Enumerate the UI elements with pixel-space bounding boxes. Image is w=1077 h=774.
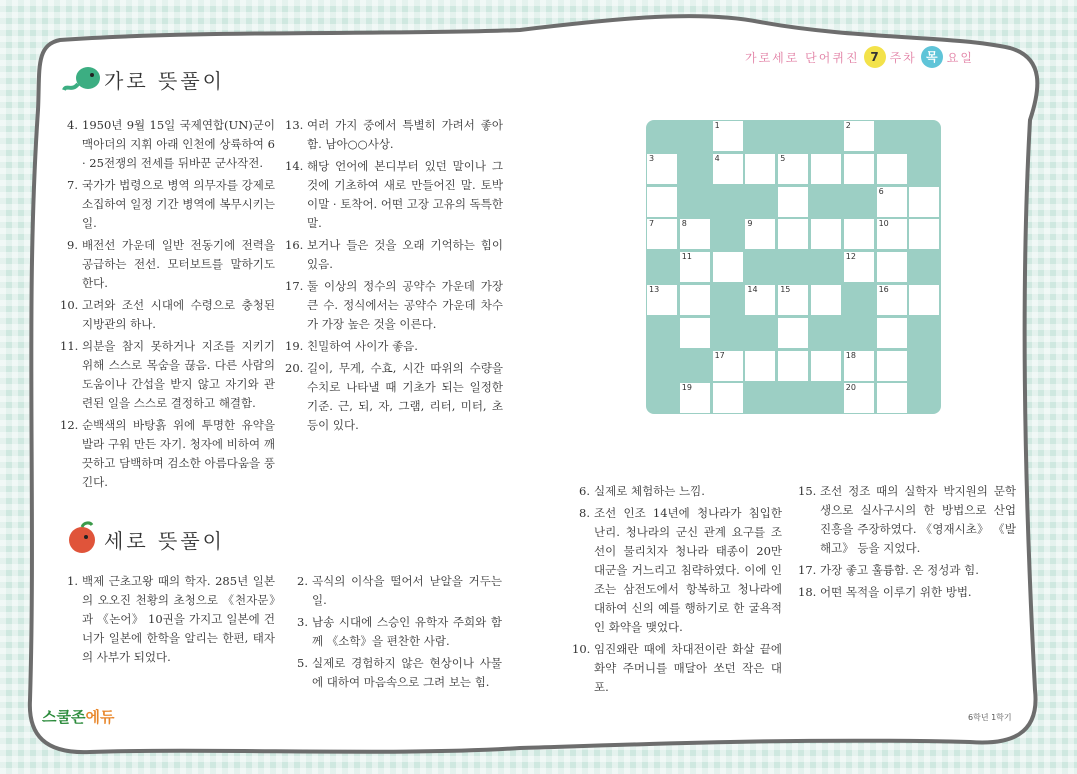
grid-cell[interactable]	[810, 218, 842, 250]
grid-cell[interactable]	[843, 350, 875, 382]
clue-item: 12. 순백색의 바탕흙 위에 투명한 유약을 발라 구워 만든 자기. 청자에 비하여 깨끗하고 담백하며 검소한 아름다움을 풍긴다.	[60, 418, 275, 489]
clue-item: 9. 배전선 가운데 일반 전동기에 전력을 공급하는 전선. 모터보트를 말하기도 한다.	[67, 238, 275, 290]
grid-cell-number: 16	[878, 285, 889, 294]
grid-cell-number: 6	[878, 186, 884, 196]
grid-cell[interactable]	[679, 284, 711, 316]
grid-cell-number: 11	[681, 252, 692, 262]
grid-cell-number: 18	[845, 350, 856, 360]
crossword-grid	[646, 120, 941, 414]
grid-cell[interactable]	[777, 317, 809, 349]
clue-item: 6. 실제로 체험하는 느낌.	[579, 484, 705, 498]
grid-cell[interactable]	[876, 186, 908, 218]
grid-cell[interactable]	[908, 284, 940, 316]
grid-cell[interactable]	[712, 120, 744, 152]
grid-cell[interactable]	[843, 382, 875, 414]
clue-item: 17. 둘 이상의 정수의 공약수 가운데 가장 큰 수. 정식에서는 공약수 가운데 차수가 가장 높은 것을 이른다.	[285, 279, 503, 331]
grid-cell[interactable]	[777, 186, 809, 218]
grid-cell[interactable]	[810, 153, 842, 185]
grid-cell-number: 13	[649, 285, 660, 294]
grid-cell[interactable]	[876, 317, 908, 349]
grid-cell-number: 20	[845, 383, 856, 393]
apple-icon	[62, 520, 104, 558]
down-heading-text: 세로 뜻풀이	[104, 528, 225, 553]
grade-label: 6학년 1학기	[968, 713, 1012, 722]
week-label: 주차	[889, 50, 917, 65]
grid-cell[interactable]	[712, 251, 744, 283]
grid-cell-number: 1	[714, 121, 720, 130]
clue-item: 17. 가장 좋고 훌륭함. 온 정성과 힘.	[798, 563, 979, 577]
grid-cell-number: 9	[747, 219, 753, 229]
publisher-logo: 스쿨존에듀	[42, 708, 115, 726]
grid-cell-number: 7	[649, 219, 655, 229]
grid-cell[interactable]	[646, 153, 678, 185]
grid-cell[interactable]	[679, 382, 711, 414]
grid-cell-number: 19	[681, 383, 692, 393]
grid-cell[interactable]	[744, 153, 776, 185]
grid-cell[interactable]	[646, 186, 678, 218]
grid-cell[interactable]	[908, 186, 940, 218]
grid-cell[interactable]	[908, 218, 940, 250]
grid-cell[interactable]	[744, 218, 776, 250]
clue-item: 14. 해당 언어에 본디부터 있던 말이나 그것에 기초하여 새로 만들어진 말. 토박이말 · 토착어. 어떤 고장 고유의 독특한 말.	[285, 159, 503, 230]
down-clues-col4	[798, 482, 1016, 605]
clue-item: 15. 조선 정조 때의 실학자 박지원의 문학생으로 실사구시의 한 방법으로 산업 진흥을 주장하였다. 《영재시초》 《발해고》 등을 지었다.	[798, 484, 1016, 555]
across-heading-text: 가로 뜻풀이	[104, 68, 225, 93]
grid-cell[interactable]	[744, 284, 776, 316]
grid-cell-number: 10	[878, 219, 889, 229]
clue-item: 1. 백제 근초고왕 때의 학자. 285년 일본의 오오진 천황의 초청으로 《천자문》과 《논어》 10권을 가지고 일본에 건너가 일본에 한학을 알리는 한편, 태자의 사부가 되었다.	[67, 574, 275, 664]
title-text: 가로세로 단어퀴진	[745, 50, 860, 65]
grid-cell[interactable]	[876, 251, 908, 283]
grid-cell[interactable]	[843, 153, 875, 185]
clue-item: 8. 조선 인조 14년에 청나라가 침입한 난리. 청나라의 군신 관계 요구를 조선이 물리치자 청나라 태종이 20만 대군을 거느리고 침략하였다. 이에 인조는 삼전도에서 항복하고 청나라에 대하여 신의 예를 행하기로 한 굴욕적인 화약을 맺었다.	[579, 506, 782, 634]
down-heading	[62, 520, 225, 558]
down-clues-col1	[60, 572, 275, 670]
grid-cell-number: 15	[780, 285, 791, 294]
grid-cell-number: 12	[845, 252, 856, 262]
grid-cell-number: 14	[747, 285, 758, 294]
grid-cell[interactable]	[876, 382, 908, 414]
clue-item: 16. 보거나 들은 것을 오래 기억하는 힘이 있음.	[285, 238, 503, 271]
across-heading	[62, 62, 225, 96]
grid-cell-number: 8	[681, 219, 687, 229]
grid-cell[interactable]	[843, 120, 875, 152]
grid-cell[interactable]	[876, 350, 908, 382]
clue-item: 2. 곡식의 이삭을 떨어서 낟알을 거두는 일.	[297, 574, 502, 607]
grid-cell[interactable]	[777, 350, 809, 382]
clue-item: 10. 임진왜란 때에 차대전이란 화살 끝에 화약 주머니를 매달아 쏘던 작은 대포.	[572, 642, 782, 694]
week-number-badge: 7	[864, 46, 886, 68]
clue-item: 3. 남송 시대에 스승인 유학자 주희와 함께 《소학》을 편찬한 사람.	[297, 615, 502, 648]
day-label: 요일	[946, 50, 974, 65]
clue-item: 10. 고려와 조선 시대에 수령으로 충청된 지방관의 하나.	[60, 298, 275, 331]
snake-icon	[62, 62, 104, 96]
grid-cell[interactable]	[712, 382, 744, 414]
across-clues-col1	[60, 116, 275, 495]
grid-cell[interactable]	[876, 284, 908, 316]
grid-cell[interactable]	[876, 218, 908, 250]
day-badge: 목	[921, 46, 943, 68]
down-clues-col2	[290, 572, 502, 695]
clue-item: 20. 길이, 무게, 수효, 시간 따위의 수량을 수치로 나타낼 때 기초가 되는 일정한 기준. 근, 되, 자, 그램, 리터, 미터, 초 등이 있다.	[285, 361, 503, 432]
grid-cell[interactable]	[843, 251, 875, 283]
grid-cell[interactable]	[712, 153, 744, 185]
grid-cell[interactable]	[810, 284, 842, 316]
clue-item: 11. 의분을 참지 못하거나 지조를 지키기 위해 스스로 목숨을 끊음. 다른 사람의 도움이나 간섭을 받지 않고 자기와 관련된 일을 스스로 결정하고 해결함.	[60, 339, 275, 410]
clue-item: 13. 여러 가지 중에서 특별히 가려서 좋아함. 남아○○사상.	[285, 118, 503, 151]
grid-cell-number: 17	[714, 350, 725, 360]
clue-item: 19. 친밀하여 사이가 좋음.	[285, 339, 418, 353]
grid-cell[interactable]	[646, 284, 678, 316]
grid-cell[interactable]	[712, 350, 744, 382]
grid-cell-number: 3	[649, 153, 655, 163]
clue-item: 7. 국가가 법령으로 병역 의무자를 강제로 소집하여 일정 기간 병역에 복무시키는 일.	[67, 178, 275, 230]
grid-cell[interactable]	[777, 284, 809, 316]
across-clues-col2	[285, 116, 503, 438]
grid-cell-number: 2	[845, 121, 851, 130]
grid-cell[interactable]	[810, 350, 842, 382]
grid-cell[interactable]	[646, 218, 678, 250]
clue-item: 18. 어떤 목적을 이루기 위한 방법.	[798, 585, 972, 599]
worksheet-title	[745, 46, 974, 68]
grid-cell[interactable]	[777, 218, 809, 250]
clue-item: 5. 실제로 경험하지 않은 현상이나 사물에 대하여 마음속으로 그려 보는 힘.	[297, 656, 502, 689]
grid-cell[interactable]	[679, 317, 711, 349]
grid-cell[interactable]	[843, 218, 875, 250]
grid-cell-number: 5	[780, 153, 786, 163]
grid-cell[interactable]	[744, 350, 776, 382]
down-clues-col3	[572, 482, 782, 700]
grid-cell-number: 4	[714, 153, 720, 163]
grid-cell[interactable]	[679, 218, 711, 250]
grid-cell[interactable]	[876, 153, 908, 185]
grid-cell[interactable]	[777, 153, 809, 185]
grid-cell[interactable]	[679, 251, 711, 283]
clue-item: 4. 1950년 9월 15일 국제연합(UN)군이 맥아더의 지휘 아래 인천에 상륙하여 6 · 25전쟁의 전세를 뒤바꾼 군사작전.	[67, 118, 275, 170]
